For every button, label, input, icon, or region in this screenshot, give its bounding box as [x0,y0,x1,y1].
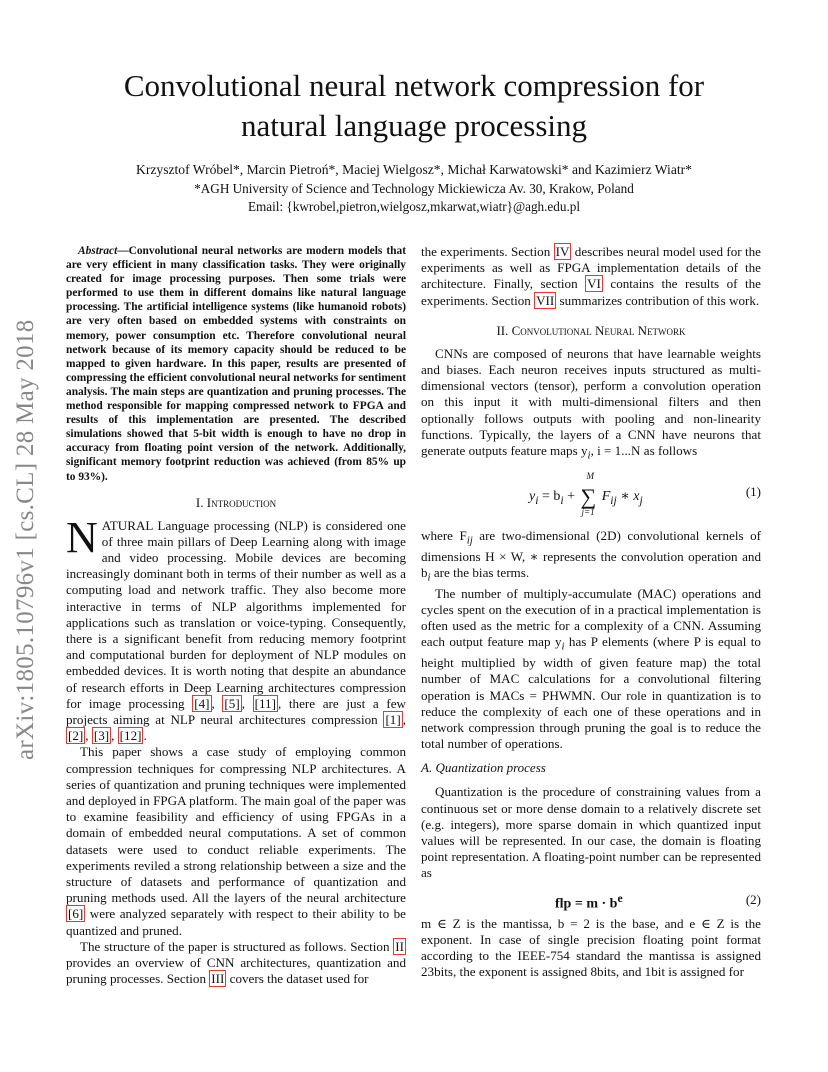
cnn-text-g: has P elements (where P is equal to height multiplied by width of given feature map) the total number of MAC calculations for a convolutional filtering operation is MACs = PHWMN. Our role in quantization is to reduce the complexity of each one of these operations and in network compression through pruning the goal is to reduce the total number of operations. [421,634,761,752]
intro-text-b: , there are just a few projects aiming at NLP neural architectures compression [66,695,406,728]
cnn-text-b: , i = 1...N as follows [590,443,698,459]
equation-2-number: (2) [745,891,761,907]
eq-plus: + [563,488,579,504]
citation-link[interactable]: [12] [119,728,142,744]
citation-link[interactable]: [1] [385,712,401,728]
cnn-text-d: are two-dimensional (2D) convolutional kernels of dimensions H × W, ∗ represents the convolution operation and b [421,527,761,580]
subsection-heading-quantization: A. Quantization process [421,760,546,776]
cont-text-d: summarizes contribution of this work. [556,292,760,308]
equation-1 [421,470,761,524]
drop-cap: N [66,512,98,562]
eq-mid: = b [538,488,561,504]
equation-1-number: (1) [745,483,761,499]
eq-rhs2: ∗ x [616,488,640,504]
intro-continuation [421,244,761,309]
section-link[interactable]: II [395,938,404,954]
cnn-paragraph-2: where $F_{ij}$ are two-dimensional (2D) convolutional kernels of dimensions H × W, ∗ represents the convolution operation and $b_i$ are the bias terms. [421,527,761,584]
citation-link[interactable]: [3] [93,728,110,744]
intro-text-f: provides an overview of CNN architectures, quantization and pruning processes. Section [66,955,406,987]
section-heading-introduction: I. Introduction [195,494,277,510]
intro-paragraph-1: NATURAL Language processing (NLP) is considered one of three main pillars of Deep Learning along with image and video processing. Mobile devices are becoming increasingly dominant both in terms of their number as well as a computing load and network traffic. They also become more interactive in terms of NLP algorithms implemented for applications such as translation or voice-typing. Consequently, there is a significant benefit from reducing memory footprint and computational burden for deployment of NLP modules on embedded devices. It is worth noting that despite an abundance of research efforts in Deep Learning architectures compression for image processing [4] , [5] , [11] , there are just a few projects aiming at NLP neural architectures compression [1] , [2] , [3] , [12] . [66,512,406,744]
intro-text-g: covers the dataset used for [226,971,369,987]
cnn-paragraph-3: The number of multiply-accumulate (MAC) operations and cycles spent on the execution of in a practical implementation is often used as the metric for a complexity of a CNN. Assuming each output feature map $y_i$ has P elements (where P is equal to height multiplied by width of given feature map) the total number of MAC calculations for a convolutional filtering operation is MACs = PHWMN. Our role in quantization is to reduce the complexity of each one of these operations and in network compression through pruning the goal is to reduce the total number of operations. [421,585,761,752]
sum-symbol: ∑ M j=1 [580,470,597,517]
equation-1-expr: $y_i = b_i$ + ∑ M j=1 $F_{ij}$ ∗ $x_j$ [529,470,643,517]
intro-paragraph-2 [66,744,406,938]
cont-text-c: contains the results of the experiments. Section [421,276,761,308]
equation-2 [421,888,761,916]
abstract [66,244,406,484]
section-link[interactable]: III [211,971,225,987]
title-line-2: natural language processing [240,108,588,143]
right-column [421,244,761,980]
quantization-paragraph: Quantization is the procedure of constraining values from a continuous set or more dense domain to a relatively discrete set (e.g. integers), more sparse domain in which quantized input values will be represented. In our case, the domain is floating point representation. A floating-point number can be represented as [421,784,761,881]
eq2-text: flp = m · b [555,896,618,912]
citation-link[interactable]: [6] [68,906,84,922]
section-heading-cnn: II. Convolutional Neural Network [496,322,686,338]
authors: Krzysztof Wróbel*, Marcin Pietroń*, Maciej Wielgosz*, Michał Karwatowski* and Kazimierz Wiatr* [136,162,692,177]
abstract-text: —Convolutional neural networks are modern models that are very efficient in many classification tasks. They were originally created for image processing purposes. Then some trials were performed to use them in different domains like natural language processing. The artificial intelligence systems (like humanoid robots) are very often based on embedded systems with constraints on memory, power consumption etc. Therefore convolutional neural network because of its memory capacity should be reduced to be mapped to given hardware. In this paper, results are presented of compressing the efficient convolutional neural networks for sentiment analysis. The main steps are quantization and pruning processes. The method responsible for mapping compressed network to FPGA and results of this implementation are presented. The described simulations showed that 5-bit width is enough to have no drop in accuracy from floating point version of the network. Additionally, significant memory footprint reduction was achieved (from 85% up to 93%). [66,245,406,483]
eq2-sup: e [617,891,623,905]
arxiv-side-label: arXiv:1805.10796v1 [cs.CL] 28 May 2018 [12,319,39,760]
cnn-paragraph-1: CNNs are composed of neurons that have learnable weights and biases. Each neuron receives inputs structured as multi-dimensional vectors (tensor), perform a convolution operation on this input it with multi-dimensional filters and then optionally follows outputs with pooling and non-linearity functions. Typically, the layers of a CNN have neurons that generate outputs feature maps $y_i$, i = 1...N as follows [421,345,761,462]
cont-text-a: the experiments. Section [421,244,554,259]
citation-link[interactable]: [4] [194,695,210,711]
sum-lower: j=1 [581,506,595,517]
title-line-1: Convolutional neural network compression for [123,68,705,103]
citation-link[interactable]: [5] [224,695,240,711]
floating-point-paragraph: m ∈ Z is the mantissa, b = 2 is the base, and e ∈ Z is the exponent. In case of single precision floating point format according to the IEEE-754 standard the mantissa is assigned 23bits, the exponent is assigned 8bits, and 1bit is assigned for [421,915,761,980]
citation-link[interactable]: [11] [254,695,276,711]
citation-link[interactable]: [2] [68,728,84,744]
intro-text-e: The structure of the paper is structured as follows. Section [80,938,394,954]
left-column [66,244,406,987]
sum-upper: M [586,470,595,481]
intro-text-a: ATURAL Language processing (NLP) is considered one of three main pillars of Deep Learning along with image and video processing. Mobile devices are becoming increasingly dominant both in terms of their number as well as a computing load and network traffic. They also become more interactive in terms of NLP algorithms implemented for applications such as translation or voice-typing. Consequently, there is a significant benefit from reducing memory footprint and computational burden for deployment of NLP modules on embedded devices. It is worth noting that despite an abundance of research efforts in Deep Learning architectures compression for image processing [66,517,406,711]
eq-lhs: y [529,488,536,504]
eq-rhs: F [598,488,611,504]
cnn-text-e: are the bias terms. [430,564,530,580]
intro-text-c: This paper shows a case study of employing common compression techniques for compressing NLP architectures. A series of quantization and pruning techniques were implemented and deployed in FPGA platform. The main goal of the paper was to examine feasibility and efficiency of using FPGAs in a domain of embedded neural computations. A set of common datasets were used to conduct reliable experiments. The experiments reviled a strong relationship between a size and the structure of datasets and performance of quantization and pruning methods used. All the layers of the neural architecture [66,744,406,906]
cont-text-b: describes neural model used for the experiments as well as FPGA implementation details of the architecture. Finally, section [421,244,761,292]
cnn-text-c: where F [421,527,467,543]
intro-text-d: were analyzed separately with respect to their ability to be quantized and pruned. [66,906,406,938]
intro-paragraph-3 [66,939,406,988]
paper-title [60,66,768,146]
section-link[interactable]: VII [536,292,555,308]
abstract-label: Abstract [78,245,118,257]
affiliation: *AGH University of Science and Technology Mickiewicza Av. 30, Krakow, Poland [194,181,634,196]
section-link[interactable]: VI [587,276,601,292]
section-link[interactable]: IV [555,244,570,259]
cnn-text-a: CNNs are composed of neurons that have learnable weights and biases. Each neuron receives inputs structured as multi-dimensional vectors (tensor), perform a convolution operation on this input it with multi-dimensional filters and then optionally follows outputs with pooling and non-linearity functions. Typically, the layers of a CNN have neurons that generate outputs feature maps y [421,345,761,459]
cnn-text-f: The number of multiply-accumulate (MAC) operations and cycles spent on the execution of in a practical implementation is often used as the metric for a complexity of a CNN. Assuming each output feature map y [421,585,761,650]
email: Email: {kwrobel,pietron,wielgosz,mkarwat,wiatr}@agh.edu.pl [247,199,581,214]
equation-2-expr [555,892,623,913]
